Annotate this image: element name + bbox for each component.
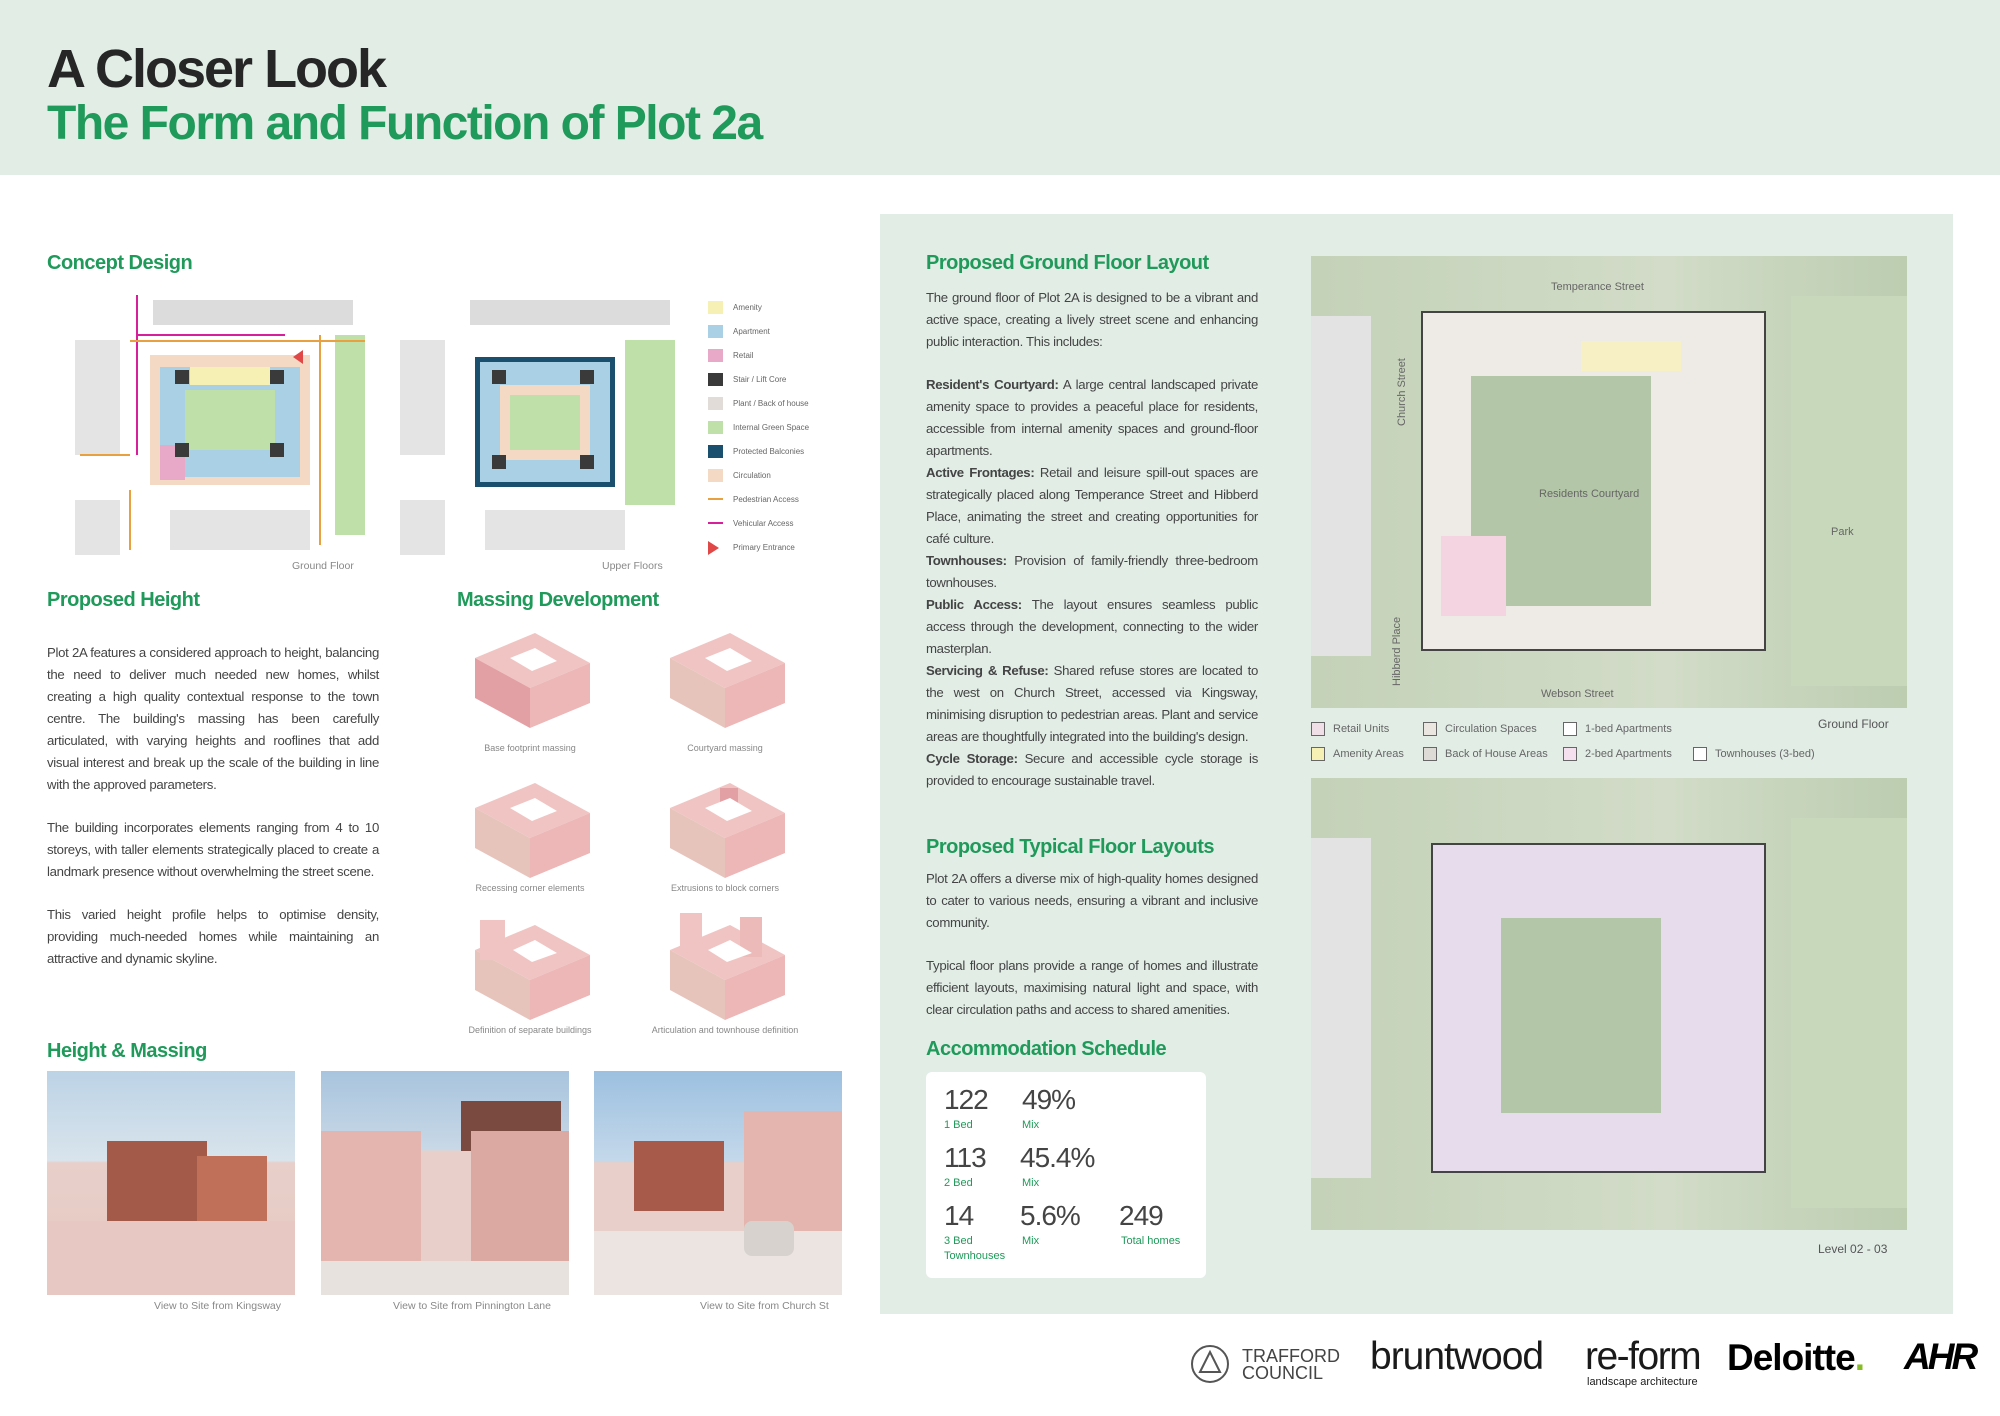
- plan-legend-item: 2-bed Apartments: [1563, 747, 1672, 761]
- ground-item: Active Frontages: Retail and leisure spill-out spaces are strategically placed along Temperance Street and Hibberd Place, animating the street and creating opportunities for café culture.: [926, 465, 1258, 546]
- height-paragraph: The building incorporates elements ranging from 4 to 10 storeys, with taller elements strategically placed to create a landmark presence without overwhelming the street scene.: [47, 820, 379, 879]
- height-paragraph: Plot 2A features a considered approach to height, balancing the need to deliver much needed new homes, whilst creating a high quality contextual response to the town centre. The building's massing has been carefully articulated, with varying heights and rooflines that add visual interest and break up the scale of the building in line with the approved parameters.: [47, 645, 379, 792]
- view-photo-pinnington: [321, 1071, 569, 1295]
- typical-text: [926, 868, 1258, 1042]
- ground-intro: The ground floor of Plot 2A is designed to be a vibrant and active space, creating a lively street scene and enhancing public interaction. This includes:: [926, 290, 1258, 349]
- height-text: [47, 642, 379, 991]
- page-subtitle: The Form and Function of Plot 2a: [47, 97, 762, 150]
- massing-heading: Massing Development: [457, 589, 659, 611]
- acc-count-1bed: 122: [944, 1084, 988, 1115]
- plan-legend-item: Amenity Areas: [1311, 747, 1404, 761]
- legend-item: Amenity: [708, 300, 838, 324]
- massing-block-3: [465, 773, 595, 883]
- legend-item: Circulation: [708, 468, 838, 492]
- acc-total: 249: [1119, 1200, 1163, 1231]
- acc-pct-3bed: 5.6%: [1020, 1200, 1080, 1231]
- massing-caption: Articulation and townhouse definition: [651, 1025, 799, 1035]
- ground-item: Servicing & Refuse: Shared refuse stores are located to the west on Church Street, accessed via Kingsway, minimising disruption to pedestrian areas. Plant and service areas are thoughtfully integrated into the building's design.: [926, 663, 1258, 744]
- acc-label: 2 Bed: [944, 1177, 973, 1189]
- view-photo-church: [594, 1071, 842, 1295]
- concept-ground-caption: Ground Floor: [292, 560, 354, 572]
- typical-heading: Proposed Typical Floor Layouts: [926, 836, 1215, 858]
- height-massing-heading: Height & Massing: [47, 1040, 207, 1062]
- acc-label: Mix: [1022, 1119, 1040, 1131]
- plan-street-label: Church Street: [1396, 358, 1408, 426]
- massing-caption: Base footprint massing: [484, 743, 576, 753]
- plan-legend-item: Circulation Spaces: [1423, 722, 1537, 736]
- acc-label: Mix: [1022, 1177, 1040, 1189]
- view-photo-kingsway: [47, 1071, 295, 1295]
- ground-item: Cycle Storage: Secure and accessible cycle storage is provided to encourage sustainable travel.: [926, 751, 1258, 788]
- acc-pct-2bed: 45.4%: [1020, 1142, 1095, 1173]
- view-caption: View to Site from Pinnington Lane: [393, 1300, 551, 1312]
- height-heading: Proposed Height: [47, 589, 200, 611]
- ground-floor-plan: [1311, 256, 1907, 708]
- concept-heading: Concept Design: [47, 252, 193, 274]
- acc-label: Total homes: [1121, 1235, 1181, 1247]
- plan-legend-item: Back of House Areas: [1423, 747, 1548, 761]
- legend-item: Plant / Back of house: [708, 396, 838, 420]
- header-band: [0, 0, 2000, 175]
- acc-pct-1bed: 49%: [1022, 1084, 1076, 1115]
- reform-logo-sub: landscape architecture: [1587, 1376, 1698, 1388]
- ground-heading: Proposed Ground Floor Layout: [926, 252, 1209, 274]
- typical-paragraph: Plot 2A offers a diverse mix of high-quality homes designed to cater to various needs, ensuring a vibrant and inclusive community.: [926, 871, 1258, 930]
- massing-block-2: [660, 628, 790, 738]
- massing-caption: Definition of separate buildings: [468, 1025, 592, 1035]
- legend-item: Primary Entrance: [708, 540, 838, 564]
- massing-caption: Extrusions to block corners: [670, 883, 780, 893]
- legend-item: Retail: [708, 348, 838, 372]
- typical-paragraph: Typical floor plans provide a range of homes and illustrate efficient layouts, maximising natural light and space, with clear circulation paths and access to shared amenities.: [926, 958, 1258, 1017]
- acc-count-3bed: 14: [944, 1200, 974, 1231]
- legend-item: Stair / Lift Core: [708, 372, 838, 396]
- plan-legend-item: Townhouses (3-bed): [1693, 747, 1815, 761]
- page-title: A Closer Look: [47, 39, 386, 99]
- plan-legend-item: 1-bed Apartments: [1563, 722, 1672, 736]
- massing-block-1: [465, 628, 595, 738]
- plan-street-label: Temperance Street: [1551, 281, 1644, 293]
- legend-item: Apartment: [708, 324, 838, 348]
- legend-item: Protected Balconies: [708, 444, 838, 468]
- ground-item: Resident's Courtyard: A large central landscaped private amenity space to provides a peaceful place for residents, accessible from internal amenity spaces and ground-floor apartments.: [926, 377, 1258, 458]
- trafford-crest-icon: [1188, 1342, 1232, 1386]
- accommodation-heading: Accommodation Schedule: [926, 1038, 1167, 1060]
- accommodation-card: [926, 1072, 1206, 1278]
- plan-park-label: Park: [1831, 526, 1854, 538]
- plan-legend-item: Retail Units: [1311, 722, 1389, 736]
- ground-item: Public Access: The layout ensures seamless public access through the development, connecting to the wider masterplan.: [926, 597, 1258, 656]
- ahr-logo: AHR: [1904, 1336, 1976, 1377]
- trafford-logo: TRAFFORD COUNCIL: [1242, 1346, 1340, 1383]
- plan-street-label: Webson Street: [1541, 688, 1614, 700]
- concept-upper-diagram: [400, 295, 680, 565]
- view-caption: View to Site from Church St: [700, 1300, 829, 1312]
- view-caption: View to Site from Kingsway: [154, 1300, 282, 1312]
- ground-text: [926, 287, 1258, 792]
- typical-floor-plan: [1311, 778, 1907, 1230]
- massing-block-6: [660, 905, 790, 1025]
- reform-logo: re-form: [1585, 1335, 1701, 1378]
- deloitte-logo: Deloitte.: [1727, 1337, 1864, 1378]
- plan-courtyard-label: Residents Courtyard: [1539, 488, 1640, 500]
- legend-item: Internal Green Space: [708, 420, 838, 444]
- massing-caption: Courtyard massing: [687, 743, 763, 753]
- plan-street-label: Hibberd Place: [1391, 616, 1403, 686]
- ground-floor-label: Ground Floor: [1818, 717, 1889, 731]
- typical-floor-label: Level 02 - 03: [1818, 1242, 1888, 1256]
- height-paragraph: This varied height profile helps to optimise density, providing much-needed homes while maintaining an attractive and dynamic skyline.: [47, 907, 379, 966]
- ground-item: Townhouses: Provision of family-friendly three-bedroom townhouses.: [926, 553, 1258, 590]
- bruntwood-logo: bruntwood: [1370, 1335, 1544, 1378]
- acc-label: 3 Bed Townhouses: [944, 1235, 1006, 1262]
- concept-ground-diagram: [75, 295, 365, 565]
- legend-item: Pedestrian Access: [708, 492, 838, 516]
- acc-label: 1 Bed: [944, 1119, 973, 1131]
- acc-label: Mix: [1022, 1235, 1040, 1247]
- legend-item: Vehicular Access: [708, 516, 838, 540]
- concept-upper-caption: Upper Floors: [602, 560, 663, 572]
- massing-block-5: [465, 910, 595, 1025]
- massing-block-4: [660, 773, 790, 883]
- concept-legend: [708, 300, 838, 564]
- acc-count-2bed: 113: [944, 1142, 986, 1173]
- massing-caption: Recessing corner elements: [475, 883, 585, 893]
